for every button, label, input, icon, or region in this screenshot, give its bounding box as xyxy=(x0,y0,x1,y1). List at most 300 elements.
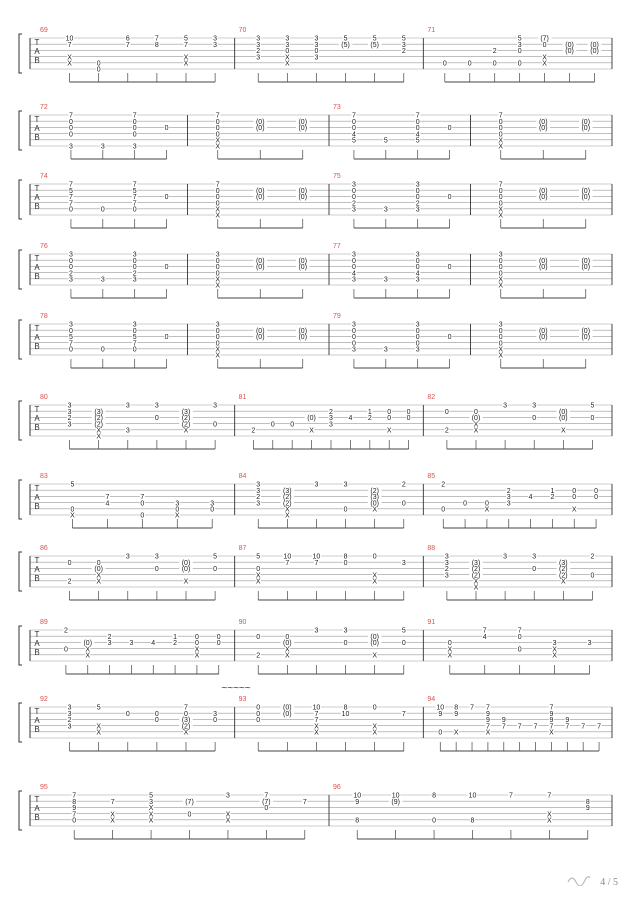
fret-number: (7) xyxy=(540,35,549,43)
fret-number: X xyxy=(96,433,102,441)
fret-number: X xyxy=(314,723,319,731)
tab-clef-letter: B xyxy=(34,502,40,511)
fret-number: 0 xyxy=(216,633,221,641)
fret-number: (0) xyxy=(538,194,548,202)
fret-number: 3 xyxy=(154,553,159,561)
fret-number: 3 xyxy=(498,321,503,329)
fret-number: 3 xyxy=(215,321,220,329)
fret-number: 0 xyxy=(210,506,215,514)
fret-number: 5 xyxy=(70,481,75,489)
fret-number: (0) xyxy=(565,41,574,49)
fret-number: 5 xyxy=(213,553,218,561)
staff-system xyxy=(19,791,612,839)
fret-number: 2 xyxy=(444,427,449,435)
fret-number: 9 xyxy=(501,717,506,725)
fret-number: 8 xyxy=(343,704,348,712)
fret-number: 5 xyxy=(184,35,188,43)
fret-number: 2 xyxy=(415,200,420,208)
fret-number: 3 xyxy=(383,276,388,284)
fret-number: 5 xyxy=(517,35,522,43)
staff-system xyxy=(19,180,612,228)
fret-number: 7 xyxy=(215,112,220,120)
system-bracket xyxy=(19,250,22,289)
tab-clef-letter: T xyxy=(34,630,40,639)
fret-number: X xyxy=(372,572,378,580)
fret-number: 0 xyxy=(215,131,220,139)
tab-clef-letter: A xyxy=(34,493,40,502)
fret-number: (0) xyxy=(283,704,292,712)
fret-number: 3 xyxy=(444,572,449,580)
fret-number: X xyxy=(552,646,557,654)
fret-number: 3 xyxy=(351,181,356,189)
fret-number: 2 xyxy=(329,408,333,416)
fret-number: 9 xyxy=(485,710,490,718)
fret-number: X xyxy=(183,427,189,435)
fret-number: (0) xyxy=(283,640,292,648)
fret-number: 0 xyxy=(447,194,452,202)
fret-number: X xyxy=(183,60,189,68)
measure-number: 89 xyxy=(40,619,48,626)
fret-number: 2 xyxy=(132,270,137,278)
fret-number: X xyxy=(542,54,547,62)
staff-system xyxy=(19,111,612,159)
fret-number: 5 xyxy=(401,35,406,43)
fret-number: (0) xyxy=(255,187,265,195)
fret-number: 0 xyxy=(351,264,356,272)
fret-number: 0 xyxy=(498,327,503,335)
fret-number: 3 xyxy=(351,276,356,284)
measure xyxy=(68,321,187,368)
fret-number: 5 xyxy=(415,137,420,145)
fret-number: 2 xyxy=(63,627,68,635)
fret-number: 0 xyxy=(590,415,595,423)
tab-clef-letter: T xyxy=(34,254,40,263)
fret-number: 0 xyxy=(415,187,420,195)
fret-number: (0) xyxy=(581,257,591,265)
fret-number: 3 xyxy=(329,421,333,429)
fret-number: X xyxy=(498,212,504,220)
fret-number: 10 xyxy=(341,710,350,718)
system-bracket xyxy=(19,34,22,73)
fret-number: 0 xyxy=(216,640,221,648)
fret-number: 5 xyxy=(68,334,73,342)
fret-number: (0) xyxy=(559,408,568,416)
fret-number: 7 xyxy=(401,710,406,718)
fret-number: 0 xyxy=(132,346,137,354)
measure-number: 72 xyxy=(40,104,48,111)
fret-number: X xyxy=(372,729,378,737)
fret-number: 2 xyxy=(67,415,72,423)
fret-number: X xyxy=(498,143,504,151)
tab-clef-letter: T xyxy=(34,556,40,565)
fret-number: X xyxy=(70,512,75,520)
fret-number: 0 xyxy=(154,717,159,725)
fret-number: X xyxy=(386,427,392,435)
fret-number: 7 xyxy=(72,792,77,800)
fret-number: 0 xyxy=(351,334,356,342)
fret-number: 0 xyxy=(351,340,356,348)
fret-number: X xyxy=(498,276,504,284)
fret-number: X xyxy=(498,206,504,214)
fret-number: 8 xyxy=(470,817,475,825)
fret-number: X xyxy=(498,282,504,290)
fret-number: 0 xyxy=(215,270,220,278)
fret-number: 0 xyxy=(68,346,73,354)
fret-number: X xyxy=(215,346,221,354)
fret-number: 3 xyxy=(132,143,137,151)
fret-number: 0 xyxy=(406,415,411,423)
fret-number: X xyxy=(183,578,189,586)
fret-number: 7 xyxy=(314,559,319,567)
measure xyxy=(498,181,612,228)
fret-number: 0 xyxy=(447,125,452,133)
fret-number: (2) xyxy=(283,500,292,508)
fret-number: 0 xyxy=(498,200,503,208)
fret-number: (0) xyxy=(298,194,308,202)
fret-number: 3 xyxy=(351,251,356,259)
measure xyxy=(65,35,235,82)
fret-number: (2) xyxy=(181,723,191,731)
fret-number: X xyxy=(542,60,547,68)
tab-clef-letter: T xyxy=(34,184,40,193)
fret-number: 3 xyxy=(67,704,72,712)
fret-number: (0) xyxy=(538,187,548,195)
fret-number: 3 xyxy=(532,402,537,410)
fret-number: X xyxy=(174,512,180,520)
fret-number: 3 xyxy=(517,41,522,49)
tab-clef-letter: A xyxy=(34,804,40,813)
fret-number: (0) xyxy=(565,48,574,56)
fret-number: X xyxy=(255,572,261,580)
fret-number: 7 xyxy=(549,704,554,712)
fret-number: 0 xyxy=(594,494,599,502)
fret-number: X xyxy=(284,54,290,62)
fret-number: 0 xyxy=(401,640,406,648)
fret-number: 3 xyxy=(213,35,218,43)
fret-number: X xyxy=(215,282,221,290)
fret-number: 0 xyxy=(68,118,73,126)
fret-number: 10 xyxy=(312,704,321,712)
fret-number: (3) xyxy=(370,494,379,502)
measure xyxy=(256,704,424,751)
fret-number: X xyxy=(148,811,154,819)
fret-number: 10 xyxy=(65,35,74,43)
fret-number: 0 xyxy=(154,710,159,718)
fret-number: 0 xyxy=(68,257,73,265)
fret-number: X xyxy=(485,729,491,737)
fret-number: 2 xyxy=(107,633,112,641)
fret-number: 3 xyxy=(401,559,406,567)
fret-number: 0 xyxy=(164,334,169,342)
tab-clef-letter: B xyxy=(34,725,40,734)
fret-number: 3 xyxy=(444,553,449,561)
tab-clef-letter: A xyxy=(34,124,40,133)
fret-number: 9 xyxy=(355,798,360,806)
fret-number: 7 xyxy=(68,200,73,208)
fret-number: X xyxy=(453,729,459,737)
fret-number: 10 xyxy=(353,792,362,800)
fret-number: 7 xyxy=(72,811,77,819)
fret-number: 7 xyxy=(132,200,137,208)
fret-number: 3 xyxy=(314,481,319,489)
fret-number: 3 xyxy=(498,251,503,259)
fret-number: 0 xyxy=(517,48,522,56)
fret-number: 0 xyxy=(256,704,261,712)
measure-number: 73 xyxy=(333,104,341,111)
fret-number: 2 xyxy=(492,48,497,56)
fret-number: (0) xyxy=(581,194,591,202)
fret-number: 7 xyxy=(482,627,487,635)
fret-number: 7 xyxy=(597,723,602,731)
fret-number: X xyxy=(372,506,378,514)
measure xyxy=(351,181,470,228)
fret-number: 0 xyxy=(256,633,261,641)
fret-number: 7 xyxy=(67,41,72,49)
fret-number: X xyxy=(215,206,221,214)
fret-number: 2 xyxy=(401,48,406,56)
staff-system xyxy=(19,250,612,298)
fret-number: 7 xyxy=(470,704,474,712)
fret-number: 3 xyxy=(314,627,319,635)
tab-clef-letter: T xyxy=(34,405,40,414)
fret-number: 0 xyxy=(447,334,452,342)
fret-number: 0 xyxy=(498,125,503,133)
fret-number: (3) xyxy=(181,408,191,416)
fret-number: 7 xyxy=(110,798,115,806)
system-bracket xyxy=(19,552,22,591)
fret-number: X xyxy=(96,427,102,435)
fret-number: 3 xyxy=(154,402,159,410)
fret-number: 9 xyxy=(438,710,443,718)
fret-number: (0) xyxy=(471,415,481,423)
measure-number: 88 xyxy=(427,545,436,552)
tab-clef-letter: B xyxy=(34,813,40,822)
fret-number: X xyxy=(284,652,290,660)
fret-number: 3 xyxy=(210,500,215,508)
fret-number: 10 xyxy=(391,792,400,800)
measure-number: 77 xyxy=(333,243,341,250)
tab-clef-letter: A xyxy=(34,193,40,202)
fret-number: 0 xyxy=(96,559,101,567)
fret-number: 0 xyxy=(132,264,137,272)
fret-number: (0) xyxy=(298,334,308,342)
fret-number: X xyxy=(571,506,577,514)
measure xyxy=(498,251,612,298)
fret-number: X xyxy=(215,212,221,220)
fret-number: (5) xyxy=(341,41,350,49)
fret-number: 0 xyxy=(132,125,137,133)
measure-number: 87 xyxy=(238,545,247,552)
fret-number: 3 xyxy=(351,206,356,214)
fret-number: 4 xyxy=(415,270,420,278)
fret-number: 2 xyxy=(256,652,261,660)
fret-number: 3 xyxy=(256,41,261,49)
fret-number: 3 xyxy=(67,402,72,410)
fret-number: 7 xyxy=(215,181,220,189)
fret-number: 0 xyxy=(498,257,503,265)
fret-number: 9 xyxy=(454,710,459,718)
fret-number: 4 xyxy=(351,270,356,278)
system-bracket xyxy=(19,180,22,219)
tab-clef-letter: B xyxy=(34,574,40,583)
fret-number: 0 xyxy=(415,327,420,335)
tab-clef-letter: B xyxy=(34,648,40,657)
measure-number: 96 xyxy=(333,784,341,791)
fret-number: (2) xyxy=(94,415,103,423)
measure-number: 95 xyxy=(40,784,48,791)
fret-number: X xyxy=(96,578,102,586)
fret-number: 0 xyxy=(463,500,468,508)
measure-number: 92 xyxy=(40,696,48,703)
fret-number: 0 xyxy=(572,494,577,502)
fret-number: 0 xyxy=(68,125,73,133)
fret-number: 0 xyxy=(100,346,105,354)
tab-clef-letter: A xyxy=(34,414,40,423)
measure xyxy=(68,251,187,298)
fret-number: 0 xyxy=(67,559,72,567)
fret-number: X xyxy=(372,578,378,586)
fret-number: 0 xyxy=(590,572,595,580)
fret-number: 3 xyxy=(125,427,130,435)
fret-number: 0 xyxy=(498,334,503,342)
fret-number: 7 xyxy=(264,792,269,800)
fret-number: (9) xyxy=(391,798,400,806)
measure xyxy=(256,553,424,600)
fret-number: (0) xyxy=(255,194,265,202)
fret-number: 3 xyxy=(314,41,319,49)
fret-number: 0 xyxy=(187,811,192,819)
fret-number: 3 xyxy=(285,41,290,49)
fret-number: 7 xyxy=(565,723,570,731)
fret-number: 0 xyxy=(132,206,137,214)
fret-number: 7 xyxy=(485,723,490,731)
fret-number: X xyxy=(473,578,479,586)
fret-number: 0 xyxy=(175,506,180,514)
fret-number: 8 xyxy=(355,817,360,825)
fret-number: 0 xyxy=(215,340,220,348)
fret-number: 0 xyxy=(498,340,503,348)
fret-number: (7) xyxy=(262,798,271,806)
fret-number: 0 xyxy=(343,559,348,567)
fret-number: 7 xyxy=(485,704,490,712)
fret-number: X xyxy=(67,60,72,68)
fret-number: 7 xyxy=(314,717,319,725)
fret-number: 4 xyxy=(348,415,353,423)
system-bracket xyxy=(19,791,22,830)
tab-clef-letter: A xyxy=(34,263,40,272)
fret-number: 7 xyxy=(581,723,586,731)
fret-number: 3 xyxy=(506,500,511,508)
fret-number: X xyxy=(67,54,72,62)
tab-clef-letter: T xyxy=(34,38,40,47)
measure xyxy=(215,181,329,228)
measure-number: 71 xyxy=(427,27,436,34)
fret-number: 7 xyxy=(132,194,137,202)
fret-number: X xyxy=(85,652,91,660)
fret-number: 3 xyxy=(149,798,154,806)
fret-number: 3 xyxy=(256,35,261,43)
measure-number: 91 xyxy=(427,619,436,626)
fret-number: 0 xyxy=(444,408,449,416)
measure xyxy=(68,181,187,228)
fret-number: (5) xyxy=(370,41,379,49)
fret-number: 3 xyxy=(285,35,290,43)
fret-number: 5 xyxy=(132,187,137,195)
fret-number: 3 xyxy=(383,206,388,214)
fret-number: 1 xyxy=(173,633,178,641)
fret-number: (2) xyxy=(181,421,191,429)
fret-number: X xyxy=(498,137,504,145)
fret-number: 0 xyxy=(442,60,447,68)
measure-number: 86 xyxy=(40,545,48,552)
fret-number: (0) xyxy=(538,257,548,265)
fret-number: X xyxy=(372,652,378,660)
fret-number: 0 xyxy=(498,187,503,195)
fret-number: (0) xyxy=(581,125,591,133)
fret-number: X xyxy=(372,723,378,731)
fret-number: 0 xyxy=(140,512,145,520)
system-bracket xyxy=(19,703,22,742)
fret-number: 0 xyxy=(498,131,503,139)
fret-number: 2 xyxy=(590,553,595,561)
fret-number: 0 xyxy=(68,131,73,139)
fret-number: 3 xyxy=(132,251,137,259)
fret-number: 0 xyxy=(351,327,356,335)
fret-number: 9 xyxy=(565,717,570,725)
fret-number: 4 xyxy=(528,494,533,502)
fret-number: (0) xyxy=(298,118,308,126)
fret-number: (0) xyxy=(298,257,308,265)
fret-number: 7 xyxy=(498,181,503,189)
fret-number: 0 xyxy=(406,408,411,416)
fret-number: (0) xyxy=(255,125,265,133)
tab-clef-letter: T xyxy=(34,795,40,804)
measure-number: 78 xyxy=(40,313,48,320)
fret-number: X xyxy=(194,646,200,654)
fret-number: 5 xyxy=(68,187,73,195)
measure-number: 84 xyxy=(238,473,247,480)
fret-number: 5 xyxy=(132,334,137,342)
fret-number: (0) xyxy=(298,327,308,335)
fret-number: (2) xyxy=(471,566,481,574)
tab-clef-letter: T xyxy=(34,484,40,493)
watermark-logo-icon xyxy=(566,872,592,886)
fret-number: (3) xyxy=(559,559,568,567)
fret-number: 5 xyxy=(256,553,261,561)
fret-number: (0) xyxy=(283,710,292,718)
fret-number: 9 xyxy=(72,805,77,813)
fret-number: (0) xyxy=(581,264,591,272)
tab-clef-letter: A xyxy=(34,47,40,56)
fret-number: 4 xyxy=(351,131,356,139)
fret-number: 8 xyxy=(343,553,348,561)
fret-number: 3 xyxy=(100,276,105,284)
fret-number: 3 xyxy=(132,321,137,329)
fret-number: X xyxy=(560,427,566,435)
fret-number: 0 xyxy=(498,118,503,126)
fret-number: 7 xyxy=(547,792,552,800)
fret-number: 0 xyxy=(132,118,137,126)
measure xyxy=(351,251,470,298)
fret-number: 7 xyxy=(132,181,137,189)
fret-number: 0 xyxy=(100,206,105,214)
fret-number: 3 xyxy=(213,402,218,410)
fret-number: 3 xyxy=(314,54,319,62)
fret-number: X xyxy=(255,578,261,586)
fret-number: 2 xyxy=(351,200,356,208)
fret-number: 0 xyxy=(256,717,261,725)
fret-number: 7 xyxy=(105,494,110,502)
